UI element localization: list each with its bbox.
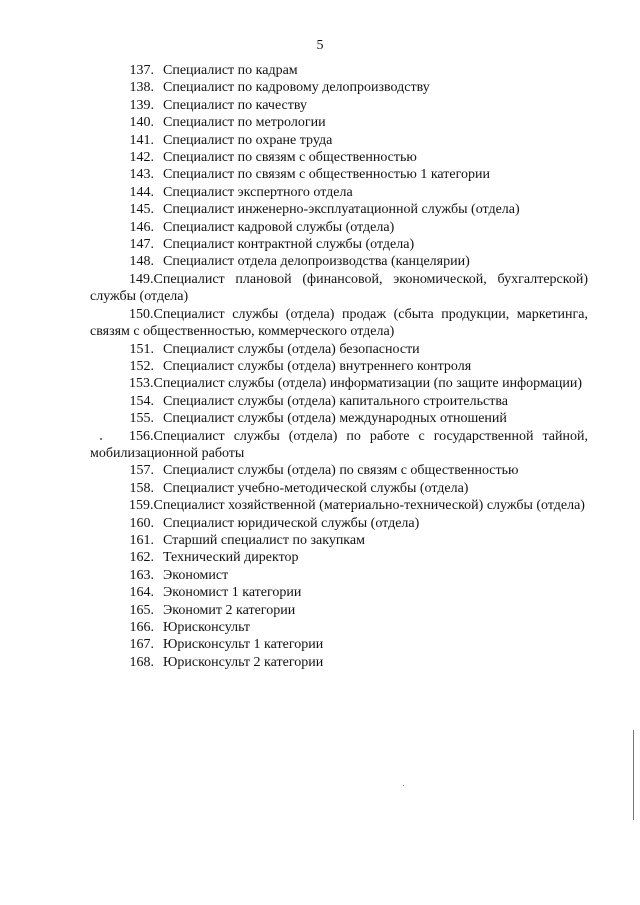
item-text: Экономист 1 категории bbox=[163, 585, 302, 601]
list-item bbox=[90, 341, 588, 358]
item-text: Специалист по кадровому делопроизводству bbox=[163, 80, 430, 96]
list-item bbox=[90, 201, 588, 218]
item-text: Специалист службы (отдела) международных отношений bbox=[163, 411, 507, 427]
position-list bbox=[90, 62, 588, 671]
item-text: Экономист bbox=[163, 567, 229, 583]
item-text: Специалист по связям с общественностью 1 категории bbox=[163, 167, 490, 183]
item-number: 155. bbox=[129, 411, 154, 427]
item-text: Специалист отдела делопроизводства (канцелярии) bbox=[163, 254, 470, 270]
item-text: Специалист службы (отдела) безопасности bbox=[163, 341, 420, 357]
item-text: Юрисконсульт bbox=[163, 620, 251, 635]
list-item bbox=[90, 219, 588, 236]
item-text: Юрисконсульт 2 категории bbox=[163, 654, 324, 670]
scan-edge-mark bbox=[633, 730, 634, 820]
item-text: Специалист учебно-методической службы (отдела) bbox=[163, 480, 469, 496]
list-item bbox=[90, 184, 588, 201]
list-item bbox=[90, 619, 588, 636]
item-text: Специалист службы (отдела) капитального строительства bbox=[163, 393, 508, 409]
item-text: Старший специалист по закупкам bbox=[163, 532, 365, 548]
item-text: Специалист кадровой службы (отдела) bbox=[163, 219, 395, 235]
item-number: 158. bbox=[129, 480, 154, 496]
item-number: 146. bbox=[129, 219, 154, 235]
item-number: 159. bbox=[129, 498, 154, 514]
list-item bbox=[90, 636, 588, 653]
list-item bbox=[90, 132, 588, 149]
list-item bbox=[90, 253, 588, 270]
item-number: 157. bbox=[129, 463, 154, 479]
list-item bbox=[90, 236, 588, 253]
scan-speck bbox=[100, 438, 102, 440]
list-item bbox=[90, 79, 588, 96]
item-number: 161. bbox=[129, 532, 154, 548]
item-text: Специалист по метрологии bbox=[163, 115, 326, 131]
list-item bbox=[90, 149, 588, 166]
list-item bbox=[90, 462, 588, 479]
item-text: Специалист службы (отдела) продаж (сбыта продукции, маркетинга, связям с общественностью, коммерческого отдела) bbox=[90, 306, 588, 340]
list-item bbox=[90, 497, 588, 514]
item-number: 141. bbox=[129, 132, 154, 148]
item-number: 144. bbox=[129, 184, 154, 200]
item-number: 168. bbox=[129, 654, 154, 670]
item-text: Специалист по связям с общественностью bbox=[163, 150, 417, 166]
item-number: 147. bbox=[129, 237, 154, 253]
item-text: Специалист службы (отдела) по работе с государственной тайной, мобилизационной работы bbox=[90, 428, 588, 461]
item-text: Экономит 2 категории bbox=[163, 602, 296, 618]
item-text: Технический директор bbox=[163, 550, 299, 566]
item-text: Специалист по качеству bbox=[163, 97, 307, 113]
list-item bbox=[90, 410, 588, 427]
item-text: Специалист по кадрам bbox=[163, 63, 298, 78]
item-number: 150. bbox=[129, 306, 154, 322]
item-text: Специалист службы (отдела) внутреннего контроля bbox=[163, 358, 472, 374]
list-item bbox=[90, 428, 588, 463]
item-number: 160. bbox=[129, 515, 154, 531]
item-text: Специалист службы (отдела) информатизации (по защите информации) bbox=[153, 376, 583, 392]
item-text: Специалист плановой (финансовой, экономической, бухгалтерской) службы (отдела) bbox=[90, 271, 588, 305]
list-item bbox=[90, 480, 588, 497]
list-item bbox=[90, 114, 588, 131]
item-number: 164. bbox=[129, 585, 154, 601]
item-text: Специалист по охране труда bbox=[163, 132, 333, 148]
list-item bbox=[90, 654, 588, 671]
item-number: 137. bbox=[129, 63, 154, 78]
list-item bbox=[90, 602, 588, 619]
item-number: 152. bbox=[129, 358, 154, 374]
item-number: 154. bbox=[129, 393, 154, 409]
list-item bbox=[90, 549, 588, 566]
list-item bbox=[90, 532, 588, 549]
item-number: 143. bbox=[129, 167, 154, 183]
page-number: 5 bbox=[316, 38, 324, 53]
list-item bbox=[90, 393, 588, 410]
list-item bbox=[90, 62, 588, 79]
item-text: Специалист юридической службы (отдела) bbox=[163, 515, 420, 531]
list-item bbox=[90, 515, 588, 532]
list-item bbox=[90, 306, 588, 341]
item-number: 153. bbox=[129, 376, 154, 392]
item-number: 151. bbox=[129, 341, 154, 357]
item-number: 165. bbox=[129, 602, 154, 618]
list-item bbox=[90, 567, 588, 584]
list-item bbox=[90, 166, 588, 183]
list-item bbox=[90, 584, 588, 601]
item-number: 156. bbox=[129, 428, 154, 444]
scan-speck bbox=[403, 785, 404, 786]
item-number: 149. bbox=[129, 271, 154, 287]
item-number: 167. bbox=[129, 637, 154, 653]
item-number: 166. bbox=[129, 620, 154, 635]
item-number: 148. bbox=[129, 254, 154, 270]
item-number: 138. bbox=[129, 80, 154, 96]
item-number: 139. bbox=[129, 97, 154, 113]
list-item bbox=[90, 271, 588, 306]
item-number: 142. bbox=[129, 150, 154, 166]
item-text: Специалист хозяйственной (материально-технической) службы (отдела) bbox=[153, 498, 585, 514]
item-number: 145. bbox=[129, 202, 154, 218]
item-text: Специалист контрактной службы (отдела) bbox=[163, 237, 415, 253]
item-text: Специалист инженерно-эксплуатационной службы (отдела) bbox=[163, 202, 520, 218]
item-text: Специалист службы (отдела) по связям с общественностью bbox=[163, 463, 519, 479]
item-number: 140. bbox=[129, 115, 154, 131]
list-item bbox=[90, 358, 588, 375]
item-number: 163. bbox=[129, 567, 154, 583]
list-item bbox=[90, 97, 588, 114]
item-text: Юрисконсульт 1 категории bbox=[163, 637, 324, 653]
list-item bbox=[90, 375, 588, 392]
item-text: Специалист экспертного отдела bbox=[163, 184, 353, 200]
item-number: 162. bbox=[129, 550, 154, 566]
